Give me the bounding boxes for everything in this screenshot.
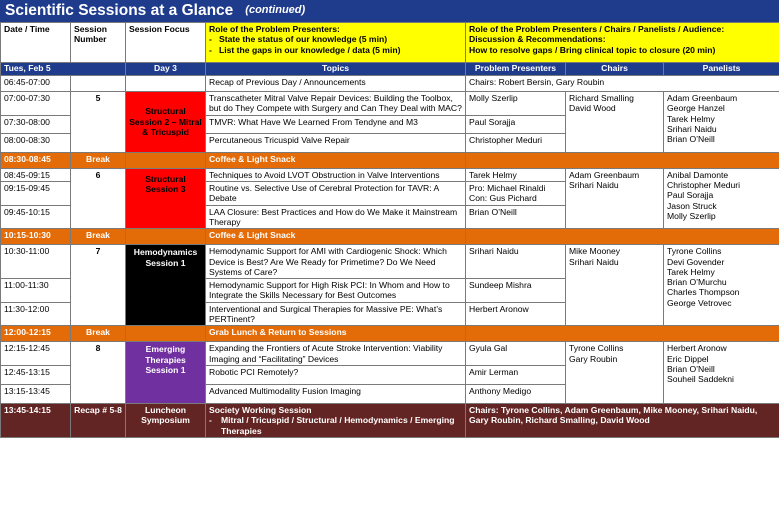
chairs-cell: Richard Smalling David Wood	[566, 92, 664, 153]
break-row	[1, 229, 779, 245]
subheader-topics: Topics	[206, 63, 466, 76]
panelists-cell: Herbert Aronow Eric Dippel Brian O’Neill Souheil Saddekni	[664, 342, 779, 404]
title-bar	[0, 0, 779, 22]
list-item: - Mitral / Tricuspid / Structural / Hemodynamics / Emerging Therapies	[209, 415, 462, 436]
subheader-presenters: Problem Presenters	[466, 63, 566, 76]
time-cell: 12:00-12:15	[1, 326, 71, 342]
subheader-day: Day 3	[126, 63, 206, 76]
time-cell: 11:30-12:00	[1, 302, 71, 326]
chairs-cell: Adam Greenbaum Srihari Naidu	[566, 168, 664, 229]
presenter-cell: Herbert Aronow	[466, 302, 566, 326]
session-focus: Structural Session 3	[126, 168, 206, 229]
topic-cell: Expanding the Frontiers of Acute Stroke Intervention: Viability Imaging and “Facilitating” Devices	[206, 342, 466, 366]
panelists-cell: Adam Greenbaum George Hanzel Tarek Helmy Srihari Naidu Brian O’Neill	[664, 92, 779, 153]
time-cell: 07:00-07:30	[1, 92, 71, 116]
chairs-cell: Chairs: Robert Bersin, Gary Roubin	[466, 76, 779, 92]
col-session: Session Number	[71, 23, 126, 63]
page-title: Scientific Sessions at a Glance	[5, 1, 234, 19]
subheader-row	[1, 63, 779, 76]
chairs-cell: Mike Mooney Srihari Naidu	[566, 245, 664, 326]
topic-cell: Coffee & Light Snack	[206, 152, 466, 168]
break-label: Break	[71, 152, 126, 168]
table-row	[1, 245, 779, 279]
presenter-cell: Brian O’Neill	[466, 205, 566, 229]
subheader-chairs: Chairs	[566, 63, 664, 76]
subheader-panelists: Panelists	[664, 63, 779, 76]
topic-cell: Coffee & Light Snack	[206, 229, 466, 245]
table-row	[1, 168, 779, 181]
presenter-cell: Molly Szerlip	[466, 92, 566, 116]
topic-cell: Interventional and Surgical Therapies for Massive PE: What’s PERTinent?	[206, 302, 466, 326]
session-focus: Structural Session 2 – Mitral & Tricuspid	[126, 92, 206, 153]
break-label: Break	[71, 229, 126, 245]
topic-cell: Transcatheter Mitral Valve Repair Devices: Building the Toolbox, but do They Compete with Surgery and Can They Deal with MAC?	[206, 92, 466, 116]
table-row	[1, 76, 779, 92]
session-number: 6	[71, 168, 126, 229]
topic-cell: Recap of Previous Day / Announcements	[206, 76, 466, 92]
break-row	[1, 152, 779, 168]
topic-cell: Robotic PCI Remotely?	[206, 366, 466, 385]
time-cell: 11:00-11:30	[1, 279, 71, 303]
topic-cell: Grab Lunch & Return to Sessions	[206, 326, 466, 342]
presenter-cell: Anthony Medigo	[466, 385, 566, 404]
time-cell: 07:30-08:00	[1, 115, 71, 133]
time-cell: 13:45-14:15	[1, 404, 71, 438]
session-focus: Emerging Therapies Session 1	[126, 342, 206, 404]
time-cell: 08:30-08:45	[1, 152, 71, 168]
time-cell: 12:15-12:45	[1, 342, 71, 366]
topic-cell: Routine vs. Selective Use of Cerebral Protection for TAVR: A Debate	[206, 181, 466, 205]
break-label: Break	[71, 326, 126, 342]
time-cell: 08:45-09:15	[1, 168, 71, 181]
presenter-cell: Srihari Naidu	[466, 245, 566, 279]
chairs-cell: Chairs: Tyrone Collins, Adam Greenbaum, Mike Mooney, Srihari Naidu, Gary Roubin, Richard Smalling, David Wood	[466, 404, 779, 438]
panelists-cell: Tyrone Collins Devi Govender Tarek Helmy Brian O’Murchu Charles Thompson George Vetrovec	[664, 245, 779, 326]
session-focus: Hemodynamics Session 1	[126, 245, 206, 326]
presenter-cell: Paul Sorajja	[466, 115, 566, 133]
all-roles: Role of the Problem Presenters / Chairs / Panelists / Audience: Discussion & Recommendations: How to resolve gaps / Bring clinical topic to closure (20 min)	[466, 23, 779, 63]
presenters-role: Role of the Problem Presenters: - State the status of our knowledge (5 min) - List the gaps in our knowledge / data (5 min)	[206, 23, 466, 63]
chairs-cell: Tyrone Collins Gary Roubin	[566, 342, 664, 404]
time-cell: 10:15-10:30	[1, 229, 71, 245]
table-row	[1, 92, 779, 116]
topic-cell: LAA Closure: Best Practices and How do We Make it Mainstream Therapy	[206, 205, 466, 229]
session-number: 7	[71, 245, 126, 326]
topic-cell: Percutaneous Tricuspid Valve Repair	[206, 133, 466, 152]
col-focus: Session Focus	[126, 23, 206, 63]
topic-cell: TMVR: What Have We Learned From Tendyne and M3	[206, 115, 466, 133]
header-row	[1, 23, 779, 63]
presenter-cell: Amir Lerman	[466, 366, 566, 385]
subheader-date: Tues, Feb 5	[1, 63, 126, 76]
topic-cell: Hemodynamic Support for High Risk PCI: In Whom and How to Integrate the Skills Necessary for Best Outcomes	[206, 279, 466, 303]
time-cell: 09:15-09:45	[1, 181, 71, 205]
time-cell: 13:15-13:45	[1, 385, 71, 404]
topic-cell: Advanced Multimodality Fusion Imaging	[206, 385, 466, 404]
presenter-cell: Pro: Michael Rinaldi Con: Gus Pichard	[466, 181, 566, 205]
luncheon-row	[1, 404, 779, 438]
schedule-table	[0, 22, 779, 438]
page-subtitle: (continued)	[245, 4, 306, 17]
presenter-cell: Tarek Helmy	[466, 168, 566, 181]
list-item: - List the gaps in our knowledge / data (5 min)	[209, 45, 462, 55]
presenter-cell: Sundeep Mishra	[466, 279, 566, 303]
recap-label: Recap # 5-8	[71, 404, 126, 438]
panelists-cell: Anibal Damonte Christopher Meduri Paul Sorajja Jason Struck Molly Szerlip	[664, 168, 779, 229]
time-cell: 08:00-08:30	[1, 133, 71, 152]
topic-cell: Society Working Session - Mitral / Tricuspid / Structural / Hemodynamics / Emerging Therapies	[206, 404, 466, 438]
time-cell: 06:45-07:00	[1, 76, 71, 92]
list-item: - State the status of our knowledge (5 min)	[209, 34, 462, 44]
luncheon-focus: Luncheon Symposium	[126, 404, 206, 438]
time-cell: 10:30-11:00	[1, 245, 71, 279]
presenter-cell: Gyula Gal	[466, 342, 566, 366]
break-row	[1, 326, 779, 342]
table-row	[1, 342, 779, 366]
topic-cell: Techniques to Avoid LVOT Obstruction in Valve Interventions	[206, 168, 466, 181]
time-cell: 12:45-13:15	[1, 366, 71, 385]
time-cell: 09:45-10:15	[1, 205, 71, 229]
col-date: Date / Time	[1, 23, 71, 63]
session-number: 5	[71, 92, 126, 153]
session-number: 8	[71, 342, 126, 404]
presenter-cell: Christopher Meduri	[466, 133, 566, 152]
topic-cell: Hemodynamic Support for AMI with Cardiogenic Shock: Which Device is Best? Are We Ready for Primetime? Do We Need Systems of Care?	[206, 245, 466, 279]
